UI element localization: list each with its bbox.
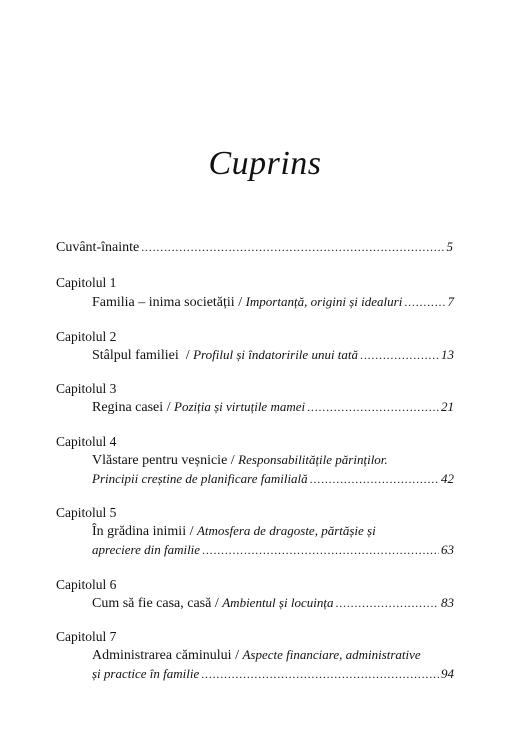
dot-leader [360, 345, 439, 365]
toc-entry-chapter-7[interactable] [92, 664, 454, 684]
separator: / [211, 596, 223, 611]
chapter-label: Capitolul 5 [56, 505, 117, 520]
page-number: 5 [446, 239, 453, 254]
separator: / [163, 400, 175, 415]
chapter-title: Cum să fie casa, casă [92, 596, 212, 611]
chapter-label: Capitolul 4 [56, 434, 117, 449]
dot-leader [201, 664, 439, 684]
toc-entry-chapter-7-line1[interactable] [92, 645, 421, 666]
chapter-subtitle: Aspecte financiare, administrative [242, 647, 421, 662]
separator: / [234, 295, 246, 310]
chapter-subtitle: Atmosfera de dragoste, părtășie și [196, 523, 376, 538]
dot-leader [202, 540, 439, 560]
dot-leader [141, 237, 444, 257]
page-number: 42 [441, 471, 454, 486]
chapter-title: Vlăstare pentru veșnicie [92, 453, 228, 468]
toc-entry-chapter-1[interactable] [92, 292, 454, 312]
toc-entry-chapter-5-line1[interactable] [92, 521, 376, 542]
chapter-title: Administrarea căminului [92, 648, 232, 663]
toc-entry-chapter-6[interactable] [92, 593, 454, 613]
dot-leader [404, 292, 445, 312]
page-number: 7 [447, 294, 454, 309]
chapter-subtitle-cont: Principii creștine de planificare familială [92, 471, 308, 486]
separator: / [231, 648, 243, 663]
toc-entry-chapter-4-line1[interactable] [92, 450, 388, 471]
chapter-subtitle: Responsabilitățile părinților. [238, 452, 388, 467]
toc-entry-chapter-2[interactable] [92, 345, 454, 365]
dot-leader [335, 593, 439, 613]
chapter-label: Capitolul 1 [56, 275, 117, 290]
page-title: Cuprins [208, 145, 322, 182]
chapter-subtitle: Importanță, origini și idealuri [245, 294, 403, 309]
chapter-label: Capitolul 6 [56, 577, 117, 592]
page-number: 63 [441, 542, 454, 557]
chapter-title: În grădina inimii [92, 524, 187, 539]
chapter-title: Stâlpul familiei [92, 348, 179, 363]
separator: / [227, 453, 239, 468]
foreword-text: Cuvânt-înainte [56, 240, 140, 255]
chapter-subtitle: Ambientul și locuința [222, 595, 334, 610]
chapter-title: Familia – inima societății [92, 295, 235, 310]
page-number: 13 [441, 347, 454, 362]
dot-leader [310, 469, 439, 489]
dot-leader [307, 397, 439, 417]
chapter-subtitle: Poziția și virtuțile mamei [174, 399, 306, 414]
page-number: 94 [441, 666, 454, 681]
separator: / [186, 524, 197, 539]
chapter-label: Capitolul 3 [56, 381, 117, 396]
page-number: 21 [441, 399, 454, 414]
chapter-title: Regina casei [92, 400, 164, 415]
chapter-subtitle-cont: și practice în familie [92, 666, 200, 681]
chapter-subtitle-cont: apreciere din familie [92, 542, 201, 557]
page-number: 83 [441, 595, 454, 610]
toc-entry-chapter-4[interactable] [92, 469, 454, 489]
toc-entry-chapter-3[interactable] [92, 397, 454, 417]
toc-entry-foreword[interactable] [56, 237, 453, 257]
chapter-label: Capitolul 2 [56, 329, 117, 344]
chapter-subtitle: Profilul și îndatoririle unui tată [193, 347, 359, 362]
toc-entry-chapter-5[interactable] [92, 540, 454, 560]
chapter-label: Capitolul 7 [56, 629, 117, 644]
separator: / [178, 348, 194, 363]
